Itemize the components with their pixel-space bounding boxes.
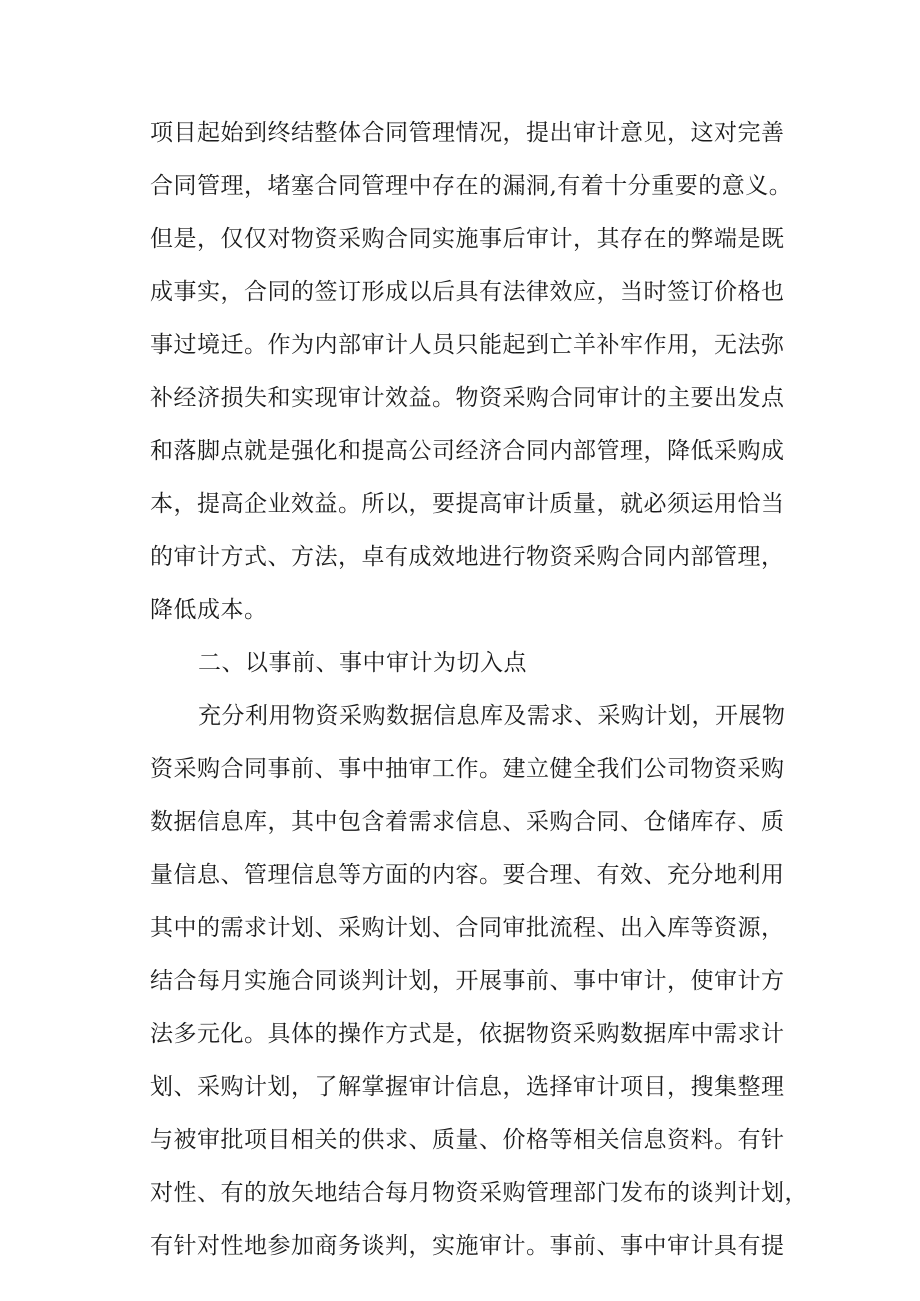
body-text (150, 107, 808, 1273)
text-line: 本，提高企业效益。所以，要提高审计质量，就必须运用恰当 (150, 491, 785, 517)
text-line: 划、采购计划，了解掌握审计信息，选择审计项目，搜集整理 (150, 1074, 785, 1100)
text-line: 事过境迁。作为内部审计人员只能起到亡羊补牢作用，无法弥 (150, 332, 785, 358)
text-line: 但是，仅仅对物资采购合同实施事后审计，其存在的弊端是既 (150, 226, 785, 252)
text-line: 量信息、管理信息等方面的内容。要合理、有效、充分地利用 (150, 862, 785, 888)
text-line: 结合每月实施合同谈判计划，开展事前、事中审计，使审计方 (150, 968, 785, 994)
text-line: 有针对性地参加商务谈判，实施审计。事前、事中审计具有提 (150, 1233, 785, 1259)
text-line: 合同管理，堵塞合同管理中存在的漏洞,有着十分重要的意义。 (150, 173, 793, 199)
text-line: 资采购合同事前、事中抽审工作。建立健全我们公司物资采购 (150, 756, 785, 782)
text-line: 与被审批项目相关的供求、质量、价格等相关信息资料。有针 (150, 1127, 785, 1153)
section-heading: 二、以事前、事中审计为切入点 (198, 650, 527, 676)
text-line: 其中的需求计划、采购计划、合同审批流程、出入库等资源， (150, 915, 785, 941)
text-line: 补经济损失和实现审计效益。物资采购合同审计的主要出发点 (150, 385, 785, 411)
text-line: 数据信息库，其中包含着需求信息、采购合同、仓储库存、质 (150, 809, 785, 835)
text-line: 成事实，合同的签订形成以后具有法律效应，当时签订价格也 (150, 279, 785, 305)
text-line: 的审计方式、方法，卓有成效地进行物资采购合同内部管理， (150, 544, 785, 570)
paragraph-first-line: 充分利用物资采购数据信息库及需求、采购计划，开展物 (198, 703, 786, 729)
text-line: 降低成本。 (150, 597, 268, 623)
text-line: 和落脚点就是强化和提高公司经济合同内部管理，降低采购成 (150, 438, 785, 464)
text-line: 法多元化。具体的操作方式是，依据物资采购数据库中需求计 (150, 1021, 785, 1047)
text-line: 项目起始到终结整体合同管理情况，提出审计意见，这对完善 (150, 120, 785, 146)
text-line: 对性、有的放矢地结合每月物资采购管理部门发布的谈判计划， (150, 1180, 808, 1206)
